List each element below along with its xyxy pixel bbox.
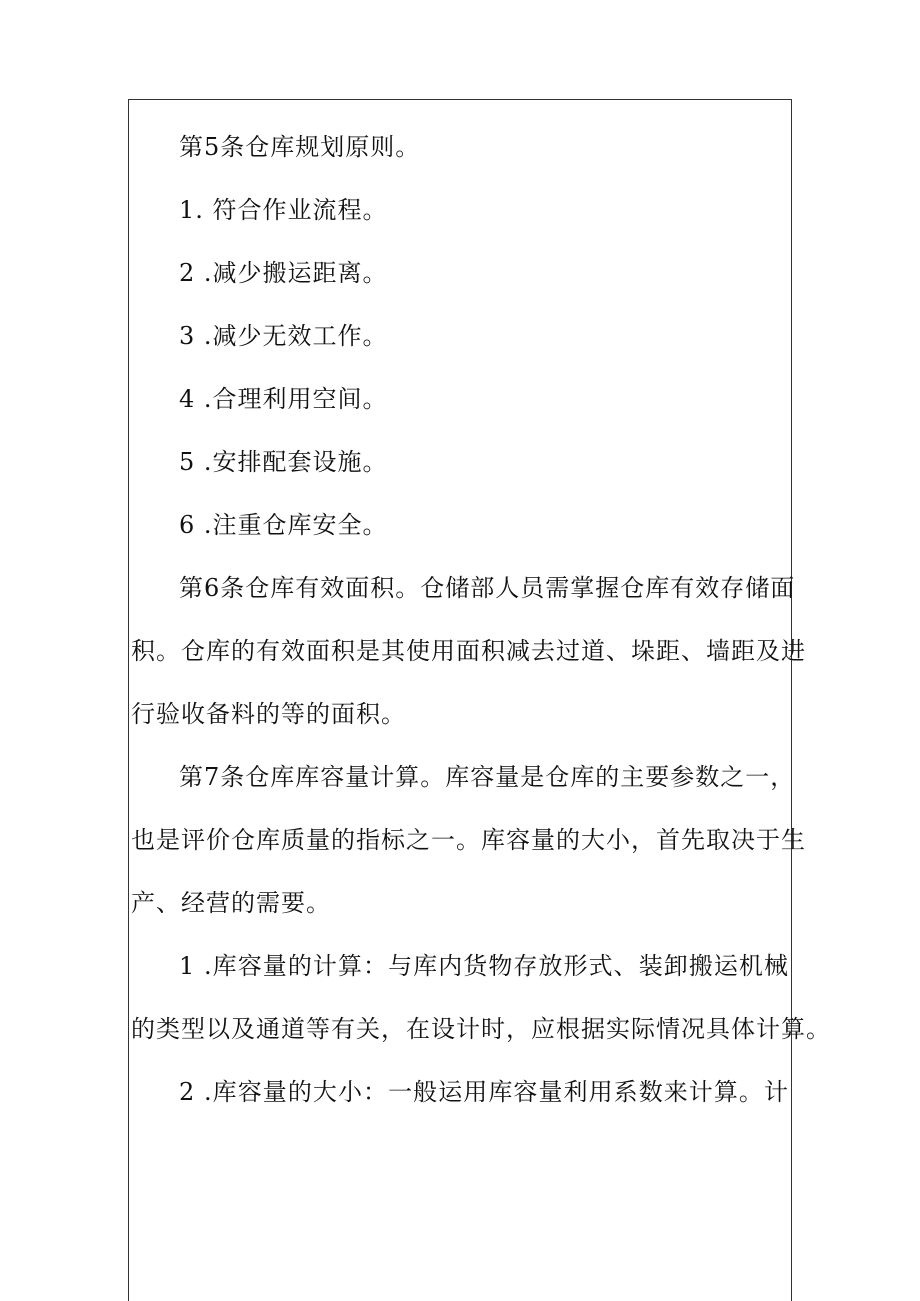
article-5-item-6: 6 .注重仓库安全。 [179,511,388,539]
article-6-line-1: 第6条仓库有效面积。仓储部人员需掌握仓库有效存储面 [179,574,796,602]
document-body [131,116,831,1124]
article-7-line-2: 也是评价仓库质量的指标之一。库容量的大小，首先取决于生 [131,826,806,854]
article-5-item-5: 5 .安排配套设施。 [179,448,388,476]
article-5-item-3: 3 .减少无效工作。 [179,322,388,350]
article-5-item-4: 4 .合理利用空间。 [179,385,388,413]
article-7-line-1: 第7条仓库库容量计算。库容量是仓库的主要参数之一， [179,763,796,791]
article-5-item-1: 1. 符合作业流程。 [179,196,388,224]
article-7-item-2-line-1: 2 .库容量的大小：一般运用库容量利用系数来计算。计 [179,1078,789,1106]
article-7-item-1-line-1: 1 .库容量的计算：与库内货物存放形式、装卸搬运机械 [179,952,789,980]
article-5-heading: 第5条仓库规划原则。 [179,133,421,161]
article-7-line-3: 产、经营的需要。 [131,889,331,917]
article-6-line-2: 积。仓库的有效面积是其使用面积减去过道、垛距、墙距及进 [131,637,806,665]
article-5-item-2: 2 .减少搬运距离。 [179,259,388,287]
article-7-item-1-line-2: 的类型以及通道等有关，在设计时，应根据实际情况具体计算。 [131,1015,831,1043]
article-6-line-3: 行验收备料的等的面积。 [131,700,406,728]
